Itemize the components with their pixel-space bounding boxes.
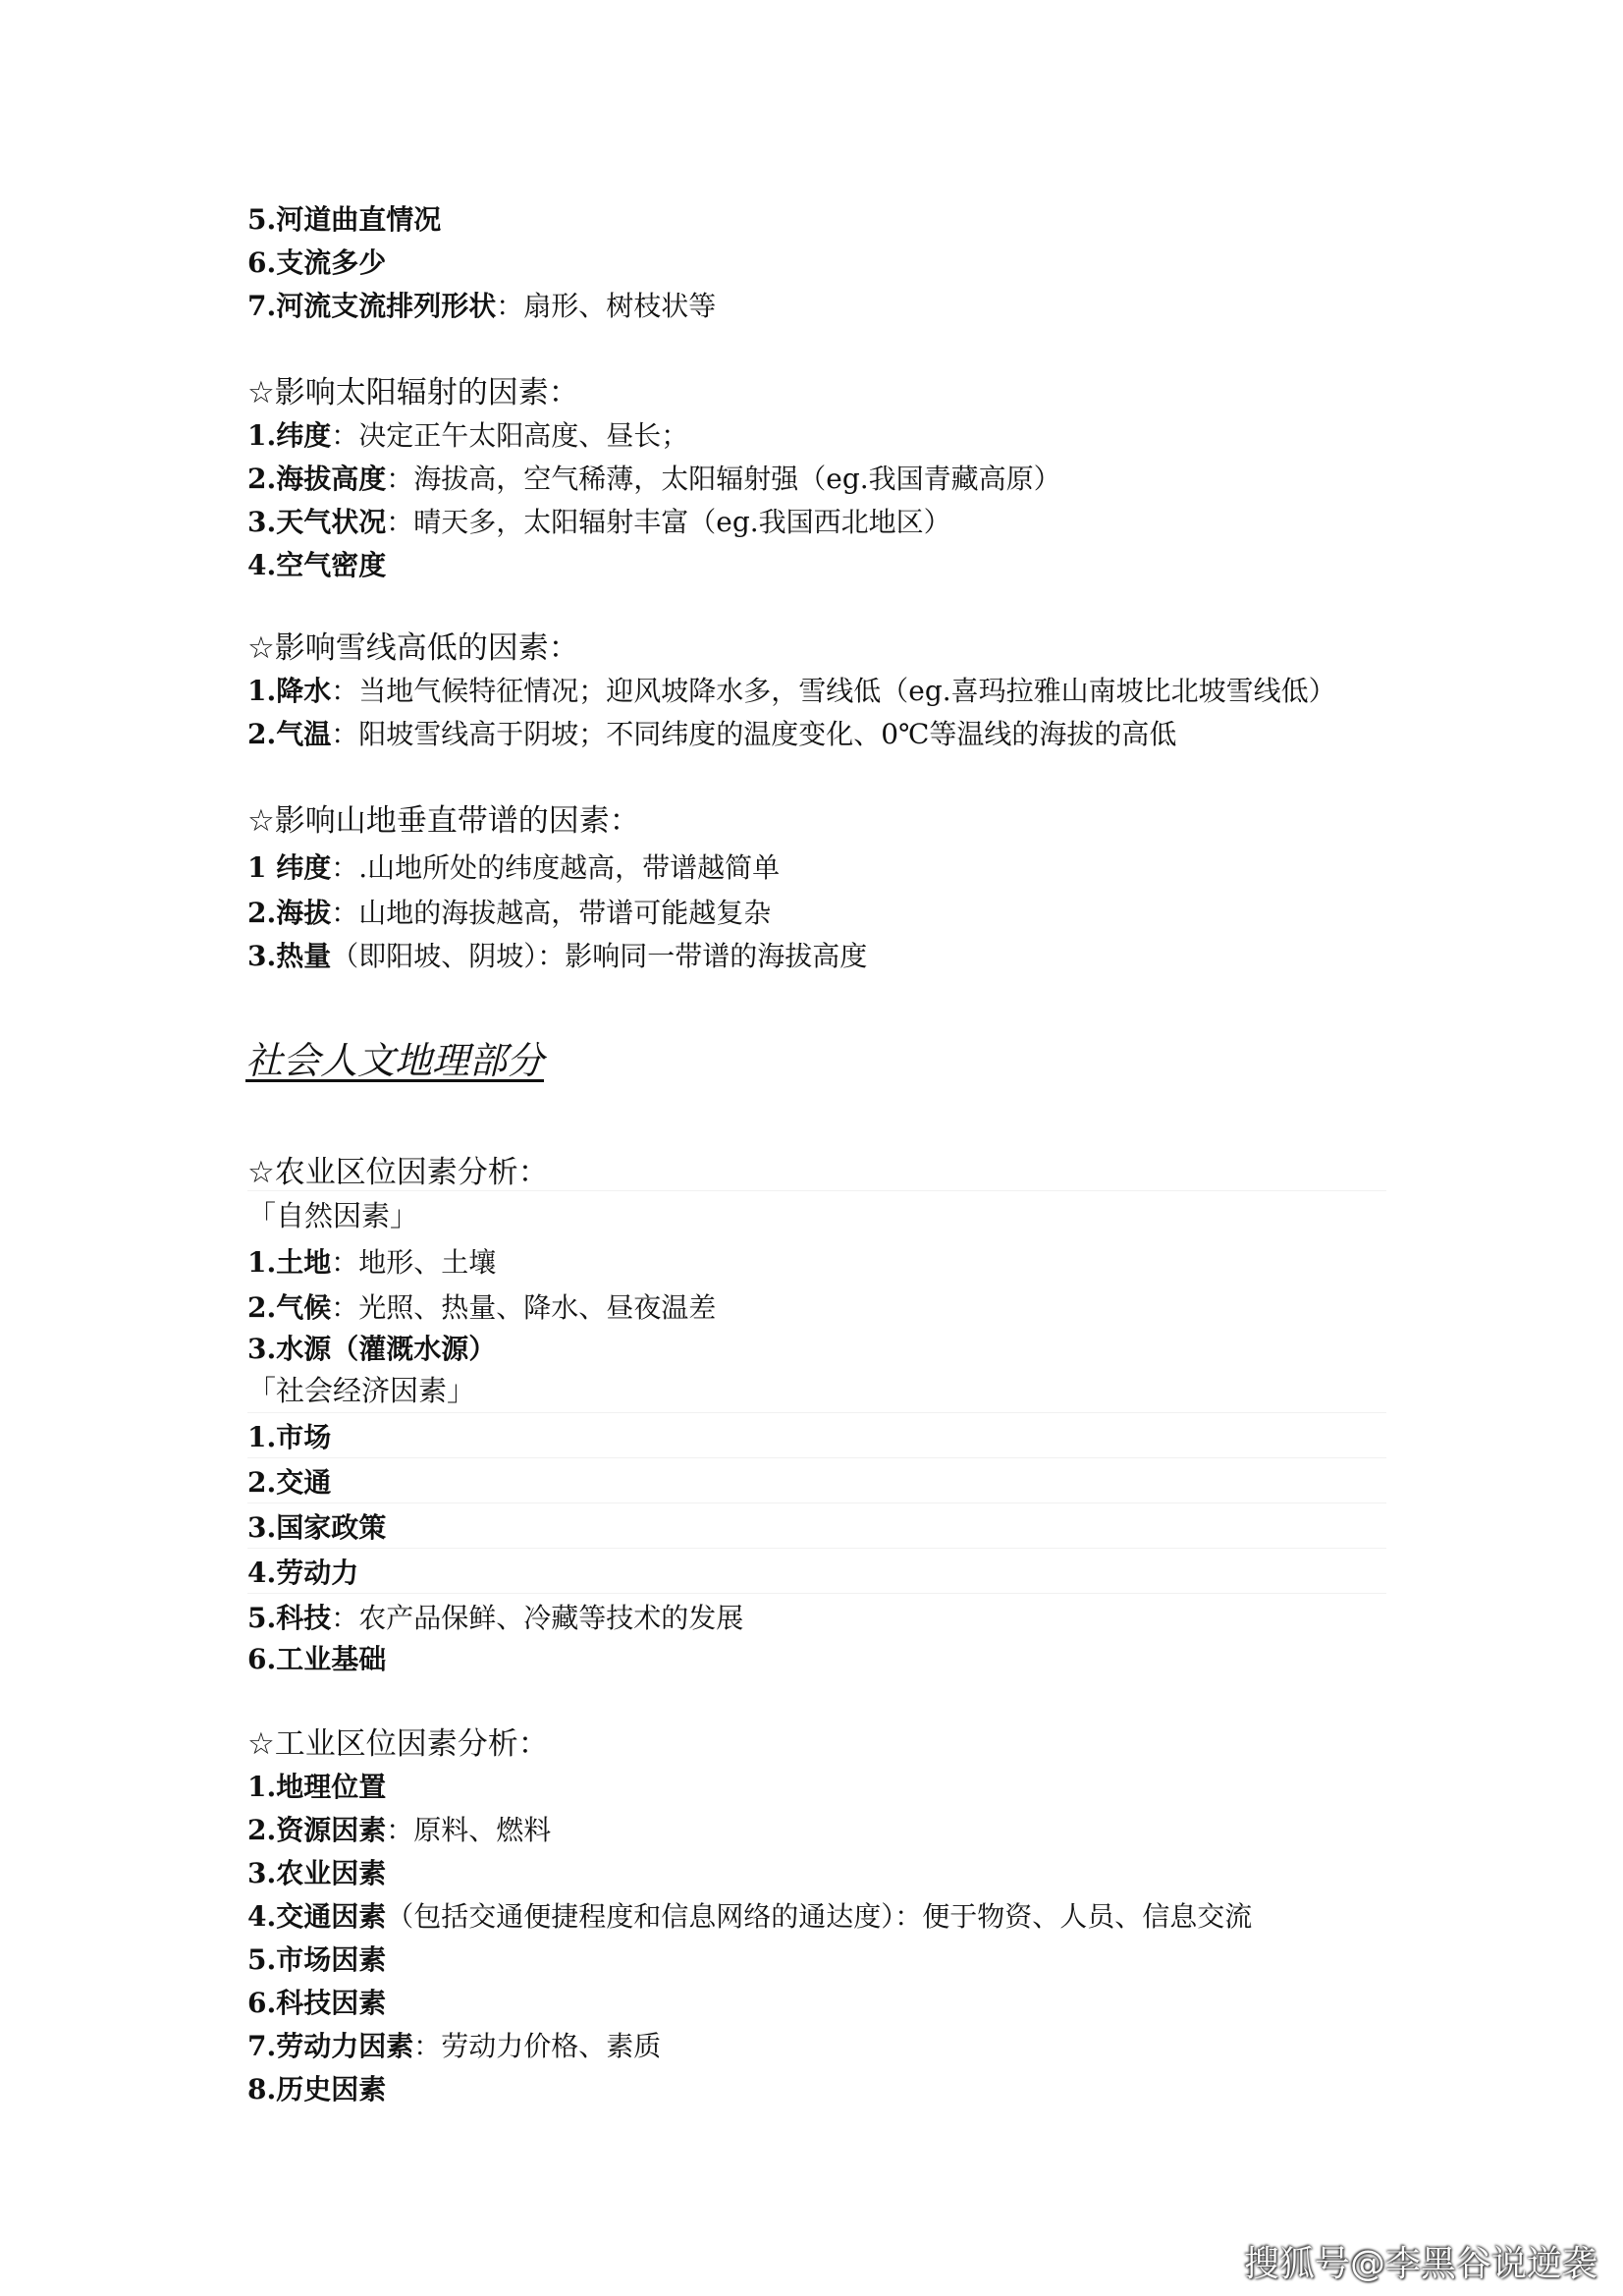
divider	[247, 1457, 1386, 1458]
vertical-zone-item-2: 2.海拔：山地的海拔越高，带谱可能越复杂	[247, 897, 772, 929]
natural-factors-label: 「自然因素」	[247, 1199, 419, 1232]
divider	[247, 1190, 1386, 1191]
natural-item-2: 2.气候：光照、热量、降水、昼夜温差	[247, 1291, 717, 1324]
socio-item-4: 4.劳动力	[247, 1557, 359, 1589]
socio-factors-label: 「社会经济因素」	[247, 1374, 476, 1407]
industry-item-6: 6.科技因素	[247, 1987, 387, 2019]
solar-item-1: 1.纬度：决定正午太阳高度、昼长；	[247, 419, 689, 452]
divider	[247, 1548, 1386, 1549]
divider	[247, 1412, 1386, 1413]
socio-item-6: 6.工业基础	[247, 1643, 387, 1675]
solar-item-3: 3.天气状况：晴天多，太阳辐射丰富（eg.我国西北地区）	[247, 506, 951, 538]
natural-item-3: 3.水源（灌溉水源）	[247, 1333, 497, 1365]
vertical-zone-item-3: 3.热量（即阳坡、阴坡）：影响同一带谱的海拔高度	[247, 940, 868, 972]
industry-item-7: 7.劳动力因素：劳动力价格、素质	[247, 2030, 662, 2062]
vertical-zone-heading: ☆影响山地垂直带谱的因素：	[247, 803, 640, 839]
industry-item-5: 5.市场因素	[247, 1943, 387, 1976]
industry-item-3: 3.农业因素	[247, 1857, 387, 1889]
natural-item-1: 1.土地：地形、土壤	[247, 1246, 497, 1279]
socio-item-5: 5.科技：农产品保鲜、冷藏等技术的发展	[247, 1602, 744, 1634]
watermark: 搜狐号@李黑谷说逆袭	[1243, 2244, 1597, 2284]
solar-item-4: 4.空气密度	[247, 549, 387, 581]
divider	[247, 1593, 1386, 1594]
river-item-6: 6.支流多少	[247, 246, 387, 279]
section-title: 社会人文地理部分	[245, 1039, 545, 1082]
socio-item-2: 2.交通	[247, 1466, 332, 1499]
industry-item-8: 8.历史因素	[247, 2073, 387, 2105]
industry-item-2: 2.资源因素：原料、燃料	[247, 1814, 552, 1846]
snowline-heading: ☆影响雪线高低的因素：	[247, 630, 579, 666]
socio-item-3: 3.国家政策	[247, 1511, 387, 1544]
vertical-zone-item-1: 1 纬度：.山地所处的纬度越高，带谱越简单	[247, 851, 781, 884]
solar-item-2: 2.海拔高度：海拔高，空气稀薄，太阳辐射强（eg.我国青藏高原）	[247, 463, 1061, 495]
snowline-item-1: 1.降水：当地气候特征情况；迎风坡降水多，雪线低（eg.喜玛拉雅山南坡比北坡雪线低）	[247, 675, 1336, 707]
snowline-item-2: 2.气温：阳坡雪线高于阴坡；不同纬度的温度变化、0℃等温线的海拔的高低	[247, 718, 1177, 750]
agriculture-heading: ☆农业区位因素分析：	[247, 1155, 549, 1190]
socio-item-1: 1.市场	[247, 1421, 332, 1453]
river-item-7: 7.河流支流排列形状：扇形、树枝状等	[247, 290, 717, 322]
industry-heading: ☆工业区位因素分析：	[247, 1726, 549, 1762]
river-item-5: 5.河道曲直情况	[247, 203, 442, 236]
industry-item-1: 1.地理位置	[247, 1771, 387, 1803]
industry-item-4: 4.交通因素（包括交通便捷程度和信息网络的通达度）：便于物资、人员、信息交流	[247, 1900, 1253, 1933]
solar-heading: ☆影响太阳辐射的因素：	[247, 375, 579, 410]
